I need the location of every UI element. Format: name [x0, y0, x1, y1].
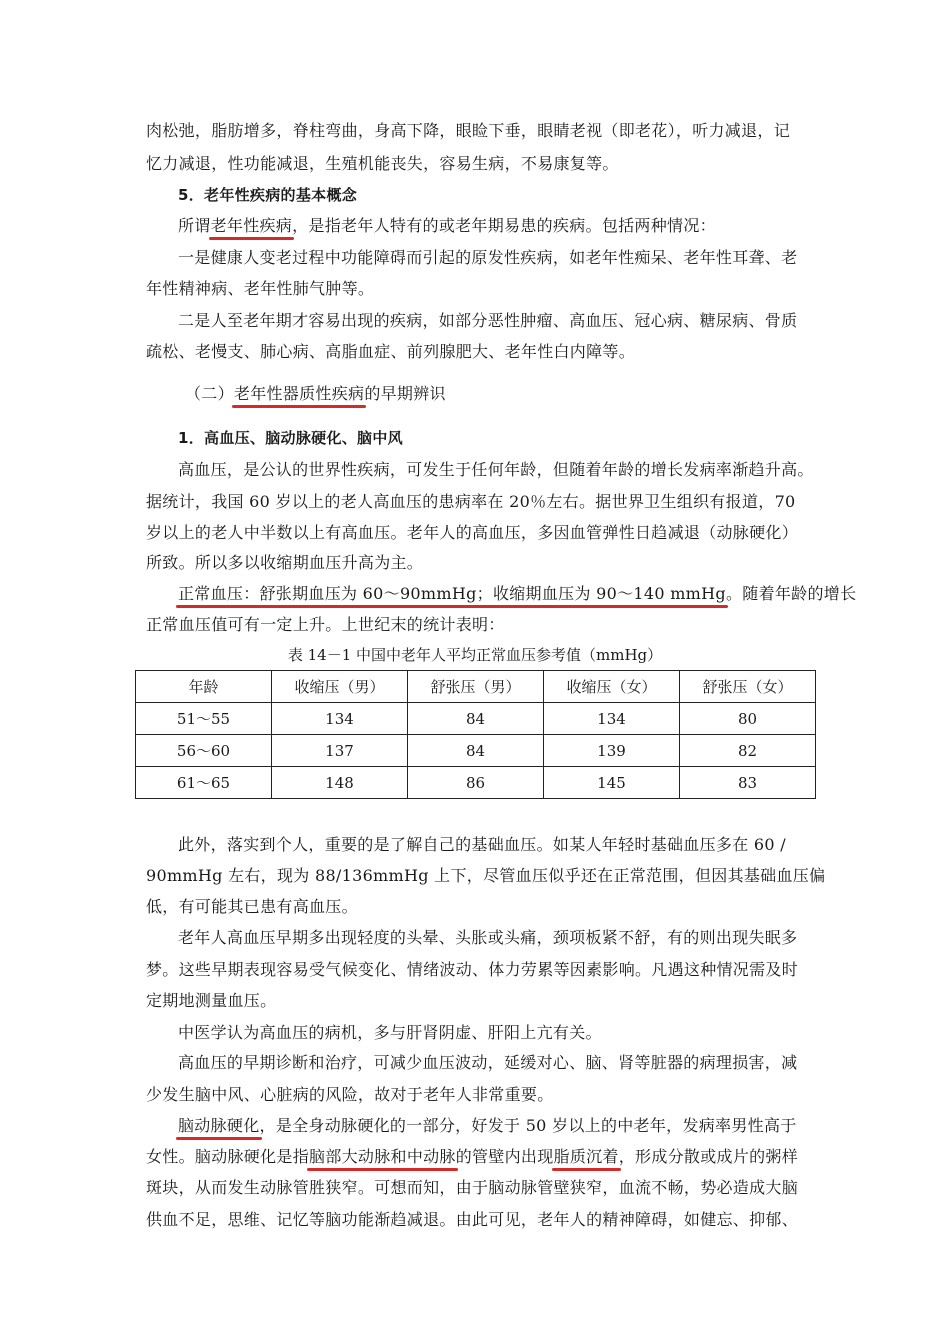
- table-header-cell: 收缩压（男）: [272, 671, 408, 703]
- table-cell: 80: [680, 703, 816, 735]
- table-cell: 56～60: [136, 735, 272, 767]
- table-header-cell: 舒张压（女）: [680, 671, 816, 703]
- table-cell: 134: [544, 703, 680, 735]
- paragraph-line: 90mmHg 左右，现为 88/136mmHg 上下，尽管血压似乎还在正常范围，但因其基础血压偏: [146, 866, 826, 885]
- table-caption: 表 14－1 中国中老年人平均正常血压参考值（mmHg）: [287, 646, 663, 664]
- paragraph-line: 女性。脑动脉硬化是指脑部大动脉和中动脉的管壁内出现脂质沉着，形成分散或成片的粥样: [146, 1147, 799, 1166]
- section-heading: （二）老年性器质性疾病的早期辨识: [185, 384, 446, 403]
- paragraph-line: 所谓老年性疾病，是指老年人特有的或老年期易患的疾病。包括两种情况：: [178, 216, 716, 235]
- paragraph-line: 定期地测量血压。: [146, 991, 277, 1010]
- table-cell: 148: [272, 767, 408, 799]
- table-row: [136, 767, 816, 799]
- section-heading: 1．高血压、脑动脉硬化、脑中风: [178, 429, 403, 447]
- paragraph-line: 老年人高血压早期多出现轻度的头晕、头胀或头痛，颈项板紧不舒，有的则出现失眠多: [178, 928, 798, 947]
- blood-pressure-table: [135, 670, 816, 799]
- table-cell: 83: [680, 767, 816, 799]
- table-cell: 139: [544, 735, 680, 767]
- underlined-term: 脑动脉硬化: [178, 1116, 260, 1135]
- paragraph-line: 忆力减退，性功能减退，生殖机能丧失，容易生病，不易康复等。: [146, 154, 619, 173]
- table-row: [136, 703, 816, 735]
- paragraph-line: 此外，落实到个人，重要的是了解自己的基础血压。如某人年轻时基础血压多在 60 /: [178, 835, 786, 854]
- paragraph-line: 正常血压：舒张期血压为 60～90mmHg；收缩期血压为 90～140 mmHg。随着年龄的增长: [178, 584, 857, 603]
- underlined-term: 老年性疾病: [210, 216, 293, 235]
- paragraph-line: 一是健康人变老过程中功能障碍而引起的原发性疾病，如老年性痴呆、老年性耳聋、老: [178, 248, 798, 267]
- table-cell: 84: [408, 735, 544, 767]
- paragraph-line: 二是人至老年期才容易出现的疾病，如部分恶性肿瘤、高血压、冠心病、糖尿病、骨质: [178, 311, 798, 330]
- table-header-cell: 年龄: [136, 671, 272, 703]
- table-header-cell: 舒张压（男）: [408, 671, 544, 703]
- underlined-term: 老年性器质性疾病: [233, 384, 365, 403]
- underlined-term: 脑部大动脉和中动脉: [309, 1147, 456, 1166]
- section-heading: 5．老年性疾病的基本概念: [178, 186, 358, 204]
- paragraph-line: 肉松弛，脂肪增多，脊柱弯曲，身高下降，眼睑下垂，眼睛老视（即老花），听力减退，记: [146, 121, 791, 140]
- paragraph-line: 疏松、老慢支、肺心病、高脂血症、前列腺肥大、老年性白内障等。: [146, 342, 636, 361]
- paragraph-line: 所致。所以多以收缩期血压升高为主。: [146, 553, 424, 572]
- table-cell: 86: [408, 767, 544, 799]
- paragraph-line: 脑动脉硬化，是全身动脉硬化的一部分，好发于 50 岁以上的中老年，发病率男性高于: [178, 1116, 797, 1135]
- paragraph-line: 高血压的早期诊断和治疗，可减少血压波动，延缓对心、脑、肾等脏器的病理损害，减: [178, 1053, 798, 1072]
- table-header-cell: 收缩压（女）: [544, 671, 680, 703]
- paragraph-line: 中医学认为高血压的病机，多与肝肾阴虚、肝阳上亢有关。: [178, 1023, 602, 1042]
- table-cell: 82: [680, 735, 816, 767]
- underlined-term: 正常血压：舒张期血压为 60～90mmHg；收缩期血压为 90～140 mmHg: [178, 584, 726, 603]
- underlined-term: 脂质沉着: [553, 1147, 619, 1166]
- paragraph-line: 梦。这些早期表现容易受气候变化、情绪波动、体力劳累等因素影响。凡遇这种情况需及时: [146, 960, 799, 979]
- table-cell: 134: [272, 703, 408, 735]
- paragraph-line: 岁以上的老人中半数以上有高血压。老年人的高血压，多因血管弹性日趋减退（动脉硬化）: [146, 523, 799, 542]
- paragraph-line: 年性精神病、老年性肺气肿等。: [146, 279, 375, 298]
- paragraph-line: 供血不足，思维、记忆等脑功能渐趋减退。由此可见，老年人的精神障碍，如健忘、抑郁、: [146, 1210, 799, 1229]
- paragraph-line: 据统计，我国 60 岁以上的老人高血压的患病率在 20％左右。据世界卫生组织有报道，70: [146, 492, 796, 511]
- table-cell: 137: [272, 735, 408, 767]
- table-cell: 51～55: [136, 703, 272, 735]
- paragraph-line: 低，有可能其已患有高血压。: [146, 897, 358, 916]
- table-cell: 61～65: [136, 767, 272, 799]
- table-row: [136, 735, 816, 767]
- paragraph-line: 高血压，是公认的世界性疾病，可发生于任何年龄，但随着年龄的增长发病率渐趋升高。: [178, 460, 814, 479]
- table-cell: 145: [544, 767, 680, 799]
- table-header-row: [136, 671, 816, 703]
- paragraph-line: 正常血压值可有一定上升。上世纪末的统计表明：: [146, 615, 505, 634]
- table-cell: 84: [408, 703, 544, 735]
- paragraph-line: 斑块，从而发生动脉管胜狭窄。可想而知，由于脑动脉管壁狭窄，血流不畅，势必造成大脑: [146, 1178, 799, 1197]
- paragraph-line: 少发生脑中风、心脏病的风险，故对于老年人非常重要。: [146, 1085, 554, 1104]
